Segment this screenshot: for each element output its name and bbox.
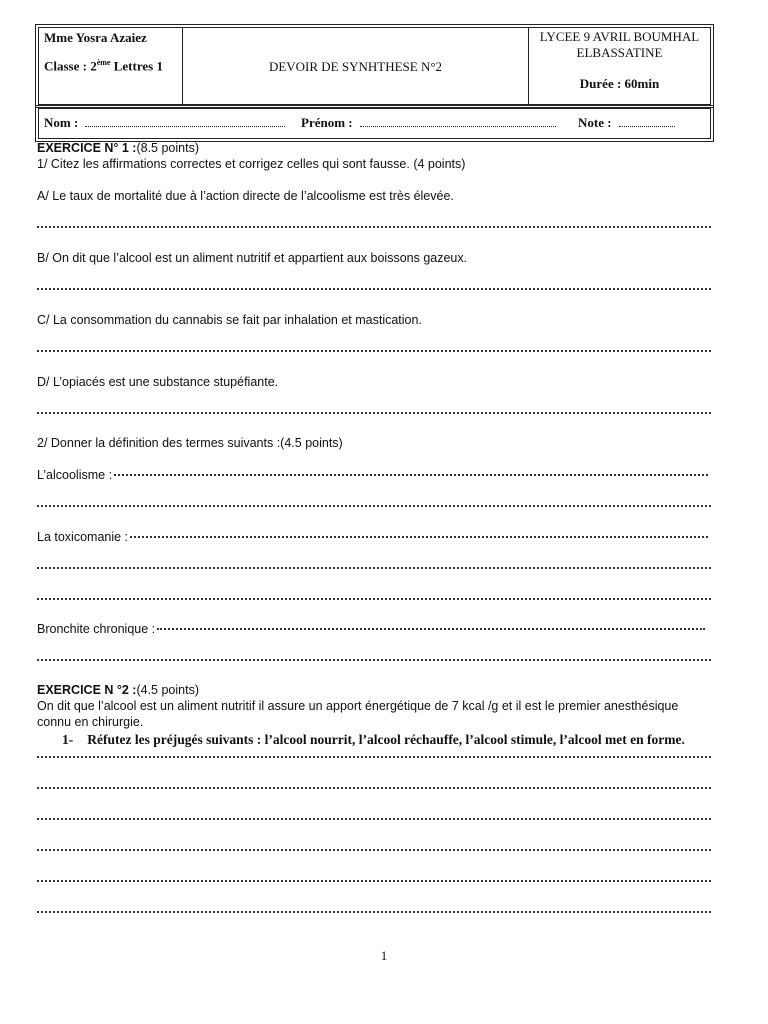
class-label: Classe : 2ème Lettres 1 bbox=[44, 58, 163, 74]
exercise2-intro-line2: connu en chirurgie. bbox=[37, 715, 144, 729]
prenom-field[interactable] bbox=[360, 126, 556, 127]
answer-line[interactable] bbox=[37, 659, 711, 661]
answer-line[interactable] bbox=[37, 849, 711, 851]
term-toxicomanie: La toxicomanie : bbox=[37, 530, 711, 544]
exam-duration: Durée : 60min bbox=[579, 76, 660, 91]
answer-line[interactable] bbox=[37, 818, 711, 820]
exercise2-item1: 1- Réfutez les préjugés suivants : l’alcool nourrit, l’alcool réchauffe, l’alcool stimule, l’alcool met en forme. bbox=[62, 732, 685, 747]
prenom-label: Prénom : bbox=[301, 115, 353, 130]
answer-line[interactable] bbox=[37, 350, 711, 352]
definition-line[interactable] bbox=[114, 474, 708, 476]
teacher-name: Mme Yosra Azaiez bbox=[44, 30, 147, 45]
header-table bbox=[38, 27, 711, 105]
answer-line[interactable] bbox=[37, 787, 711, 789]
note-field[interactable] bbox=[619, 126, 675, 127]
nom-label: Nom : bbox=[44, 115, 79, 130]
definition-line[interactable] bbox=[157, 628, 705, 630]
header-right-cell bbox=[529, 28, 710, 104]
note-label: Note : bbox=[578, 115, 612, 130]
exercise1-question2: 2/ Donner la définition des termes suivants :(4.5 points) bbox=[37, 436, 343, 450]
exercise2-heading: EXERCICE N °2 :(4.5 points) bbox=[37, 683, 199, 697]
student-info-row bbox=[38, 108, 711, 139]
statement-a: A/ Le taux de mortalité due à l’action directe de l’alcoolisme est très élevée. bbox=[37, 189, 454, 203]
exercise1-heading: EXERCICE N° 1 :(8.5 points) bbox=[37, 141, 199, 155]
statement-c: C/ La consommation du cannabis se fait par inhalation et mastication. bbox=[37, 313, 422, 327]
answer-line[interactable] bbox=[37, 567, 711, 569]
exercise2-intro-line1: On dit que l’alcool est un aliment nutritif il assure un apport énergétique de 7 kcal /g et il est le premier anesthésique bbox=[37, 699, 679, 713]
answer-line[interactable] bbox=[37, 598, 711, 600]
answer-line[interactable] bbox=[37, 226, 711, 228]
statement-b: B/ On dit que l’alcool est un aliment nutritif et appartient aux boissons gazeux. bbox=[37, 251, 468, 265]
exam-title: DEVOIR DE SYNHTHESE N°2 bbox=[268, 59, 443, 74]
answer-line[interactable] bbox=[37, 505, 711, 507]
school-name-line1: LYCEE 9 AVRIL BOUMHAL bbox=[539, 29, 700, 44]
answer-line[interactable] bbox=[37, 288, 711, 290]
statement-d: D/ L’opiacés est une substance stupéfiante. bbox=[37, 375, 279, 389]
answer-line[interactable] bbox=[37, 756, 711, 758]
term-bronchite: Bronchite chronique : bbox=[37, 622, 711, 636]
answer-line[interactable] bbox=[37, 911, 711, 913]
page-number: 1 bbox=[380, 948, 388, 963]
nom-field[interactable] bbox=[85, 126, 285, 127]
school-name-line2: ELBASSATINE bbox=[576, 45, 663, 60]
header-title-cell bbox=[183, 28, 529, 104]
header-left-cell bbox=[39, 28, 183, 104]
answer-line[interactable] bbox=[37, 880, 711, 882]
answer-line[interactable] bbox=[37, 412, 711, 414]
definition-line[interactable] bbox=[130, 536, 708, 538]
exercise1-question1: 1/ Citez les affirmations correctes et corrigez celles qui sont fausse. (4 points) bbox=[37, 157, 466, 171]
term-alcoolisme: L’alcoolisme : bbox=[37, 468, 711, 482]
